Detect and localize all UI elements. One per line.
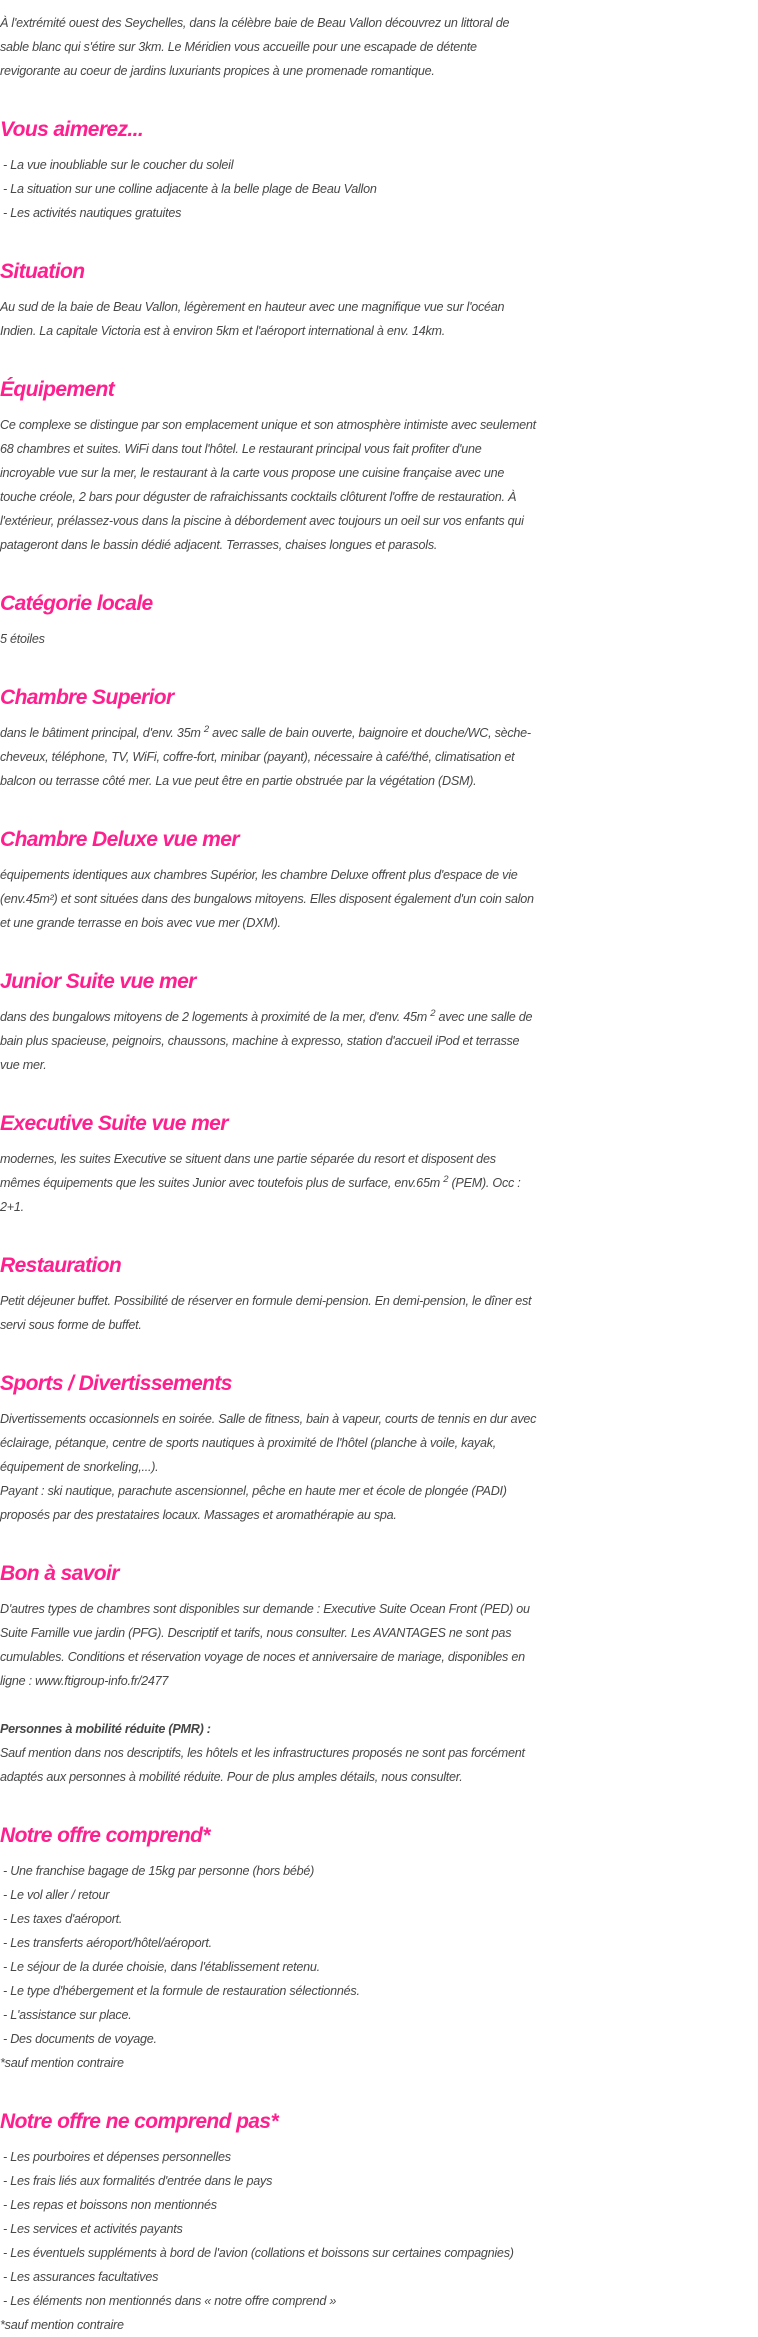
pmr-text: Sauf mention dans nos descriptifs, les hôtels et les infrastructures proposés ne sont pas forcément adaptés aux personnes à mobilité réduite. Pour de plus amples détails, nous consulter.	[0, 1746, 525, 1784]
list-item: - Les assurances facultatives	[3, 2270, 159, 2284]
section-title-junior-suite: Junior Suite vue mer	[0, 970, 196, 993]
list-item: - Les éventuels suppléments à bord de l'avion (collations et boissons sur certaines compagnies)	[3, 2246, 514, 2260]
section-title-offre-comprend: Notre offre comprend*	[0, 1824, 210, 1847]
section-title-equipement: Équipement	[0, 378, 115, 401]
offre-comprend-list	[0, 1859, 538, 2051]
pmr-title: Personnes à mobilité réduite (PMR) :	[0, 1722, 211, 1736]
superscript: 2	[430, 1008, 436, 1019]
section-title-vous-aimerez: Vous aimerez...	[0, 118, 144, 141]
list-item: - Les services et activités payants	[3, 2222, 183, 2236]
section-title-bon-a-savoir: Bon à savoir	[0, 1562, 119, 1585]
situation-text: Au sud de la baie de Beau Vallon, légèrement en hauteur avec une magnifique vue sur l'océan Indien. La capitale Victoria est à environ 5km et l'aéroport international à env. 14km.	[0, 300, 505, 338]
section-title-categorie: Catégorie locale	[0, 592, 153, 615]
pmr-block	[0, 1717, 538, 1789]
list-item: - Les éléments non mentionnés dans « notre offre comprend »	[3, 2294, 337, 2308]
offre-ne-comprend-pas-list	[0, 2145, 538, 2313]
footnote: *sauf mention contraire	[0, 2056, 124, 2070]
superscript: 2	[443, 1174, 449, 1185]
list-item: - Les transferts aéroport/hôtel/aéroport.	[3, 1936, 212, 1950]
list-item: - Les pourboires et dépenses personnelles	[3, 2150, 231, 2164]
section-title-chambre-superior: Chambre Superior	[0, 686, 174, 709]
chambre-superior-text	[0, 721, 538, 793]
section-title-chambre-deluxe: Chambre Deluxe vue mer	[0, 828, 239, 851]
junior-suite-text	[0, 1005, 538, 1077]
categorie-text: 5 étoiles	[0, 632, 45, 646]
text-part: avec une salle de bain plus spacieuse, peignoirs, chaussons, machine à expresso, station d'accueil iPod et terrasse vue mer.	[0, 1010, 533, 1072]
text-part: dans des bungalows mitoyens de 2 logements à proximité de la mer, d'env. 45m	[0, 1010, 431, 1024]
text-part: avec salle de bain ouverte, baignoire et douche/WC, sèche-cheveux, téléphone, TV, WiFi, coffre-fort, minibar (payant), nécessaire à café/thé, climatisation et balcon ou terrasse côté mer. La vue peut être en partie obstruée par la végétation (DSM).	[0, 726, 531, 788]
list-item: - Les frais liés aux formalités d'entrée dans le pays	[3, 2174, 273, 2188]
equipement-text: Ce complexe se distingue par son emplacement unique et son atmosphère intimiste avec seulement 68 chambres et suites. WiFi dans tout l'hôtel. Le restaurant principal vous fait profiter d'une incroyable vue sur la mer, le restaurant à la carte vous propose une cuisine française avec une touche créole, 2 bars pour déguster de rafraichissants cocktails clôturent l'offre de restauration. À l'extérieur, prélassez-vous dans la piscine à débordement avec toujours un oeil sur vos enfants qui patageront dans le bassin dédié adjacent. Terrasses, chaises longues et parasols.	[0, 418, 536, 552]
list-item: - Les activités nautiques gratuites	[3, 206, 182, 220]
bon-a-savoir-text: D'autres types de chambres sont disponibles sur demande : Executive Suite Ocean Front (PED) ou Suite Famille vue jardin (PFG). Descriptif et tarifs, nous consulter. Les AVANTAGES ne sont pas cumulables. Conditions et réservation voyage de noces et anniversaire de mariage, disponibles en ligne : www.ftigroup-info.fr/2477	[0, 1602, 530, 1688]
list-item: - Les taxes d'aéroport.	[3, 1912, 123, 1926]
text-part: modernes, les suites Executive se situent dans une partie séparée du resort et disposent des mêmes équipements que les suites Junior avec toutefois plus de surface, env.65m	[0, 1152, 496, 1190]
section-title-executive-suite: Executive Suite vue mer	[0, 1112, 228, 1135]
section-title-situation: Situation	[0, 260, 85, 283]
list-item: - Des documents de voyage.	[3, 2032, 157, 2046]
list-item: - La vue inoubliable sur le coucher du soleil	[3, 158, 234, 172]
superscript: 2	[203, 724, 209, 735]
list-item: - Le séjour de la durée choisie, dans l'établissement retenu.	[3, 1960, 320, 1974]
list-item: - Une franchise bagage de 15kg par personne (hors bébé)	[3, 1864, 315, 1878]
text-part: dans le bâtiment principal, d'env. 35m	[0, 726, 204, 740]
list-item: - La situation sur une colline adjacente à la belle plage de Beau Vallon	[3, 182, 377, 196]
list-item: - Le vol aller / retour	[3, 1888, 110, 1902]
intro-text: À l'extrémité ouest des Seychelles, dans la célèbre baie de Beau Vallon découvrez un littoral de sable blanc qui s'étire sur 3km. Le Méridien vous accueille pour une escapade de détente revigorante au coeur de jardins luxuriants propices à une promenade romantique.	[0, 16, 510, 78]
section-title-offre-ne-comprend-pas: Notre offre ne comprend pas*	[0, 2110, 279, 2133]
sports-payant-text: Payant : ski nautique, parachute ascensionnel, pêche en haute mer et école de plongée (PADI) proposés par des prestataires locaux. Massages et aromathérapie au spa.	[0, 1484, 507, 1522]
chambre-deluxe-text: équipements identiques aux chambres Supérior, les chambre Deluxe offrent plus d'espace de vie (env.45m²) et sont situées dans des bungalows mitoyens. Elles disposent également d'un coin salon et une grande terrasse en bois avec vue mer (DXM).	[0, 868, 534, 930]
sports-text: Divertissements occasionnels en soirée. Salle de fitness, bain à vapeur, courts de tennis en dur avec éclairage, pétanque, centre de sports nautiques à proximité de l'hôtel (planche à voile, kayak, équipement de snorkeling,...).	[0, 1412, 537, 1474]
restauration-text: Petit déjeuner buffet. Possibilité de réserver en formule demi-pension. En demi-pension, le dîner est servi sous forme de buffet.	[0, 1294, 532, 1332]
list-item: - Les repas et boissons non mentionnés	[3, 2198, 217, 2212]
text-part: (PEM). Occ : 2+1.	[0, 1176, 521, 1214]
footnote: *sauf mention contraire	[0, 2318, 124, 2332]
executive-suite-text	[0, 1147, 538, 1219]
vous-aimerez-list	[0, 153, 538, 225]
list-item: - Le type d'hébergement et la formule de restauration sélectionnés.	[3, 1984, 360, 1998]
section-title-sports: Sports / Divertissements	[0, 1372, 232, 1395]
list-item: - L'assistance sur place.	[3, 2008, 132, 2022]
section-title-restauration: Restauration	[0, 1254, 122, 1277]
